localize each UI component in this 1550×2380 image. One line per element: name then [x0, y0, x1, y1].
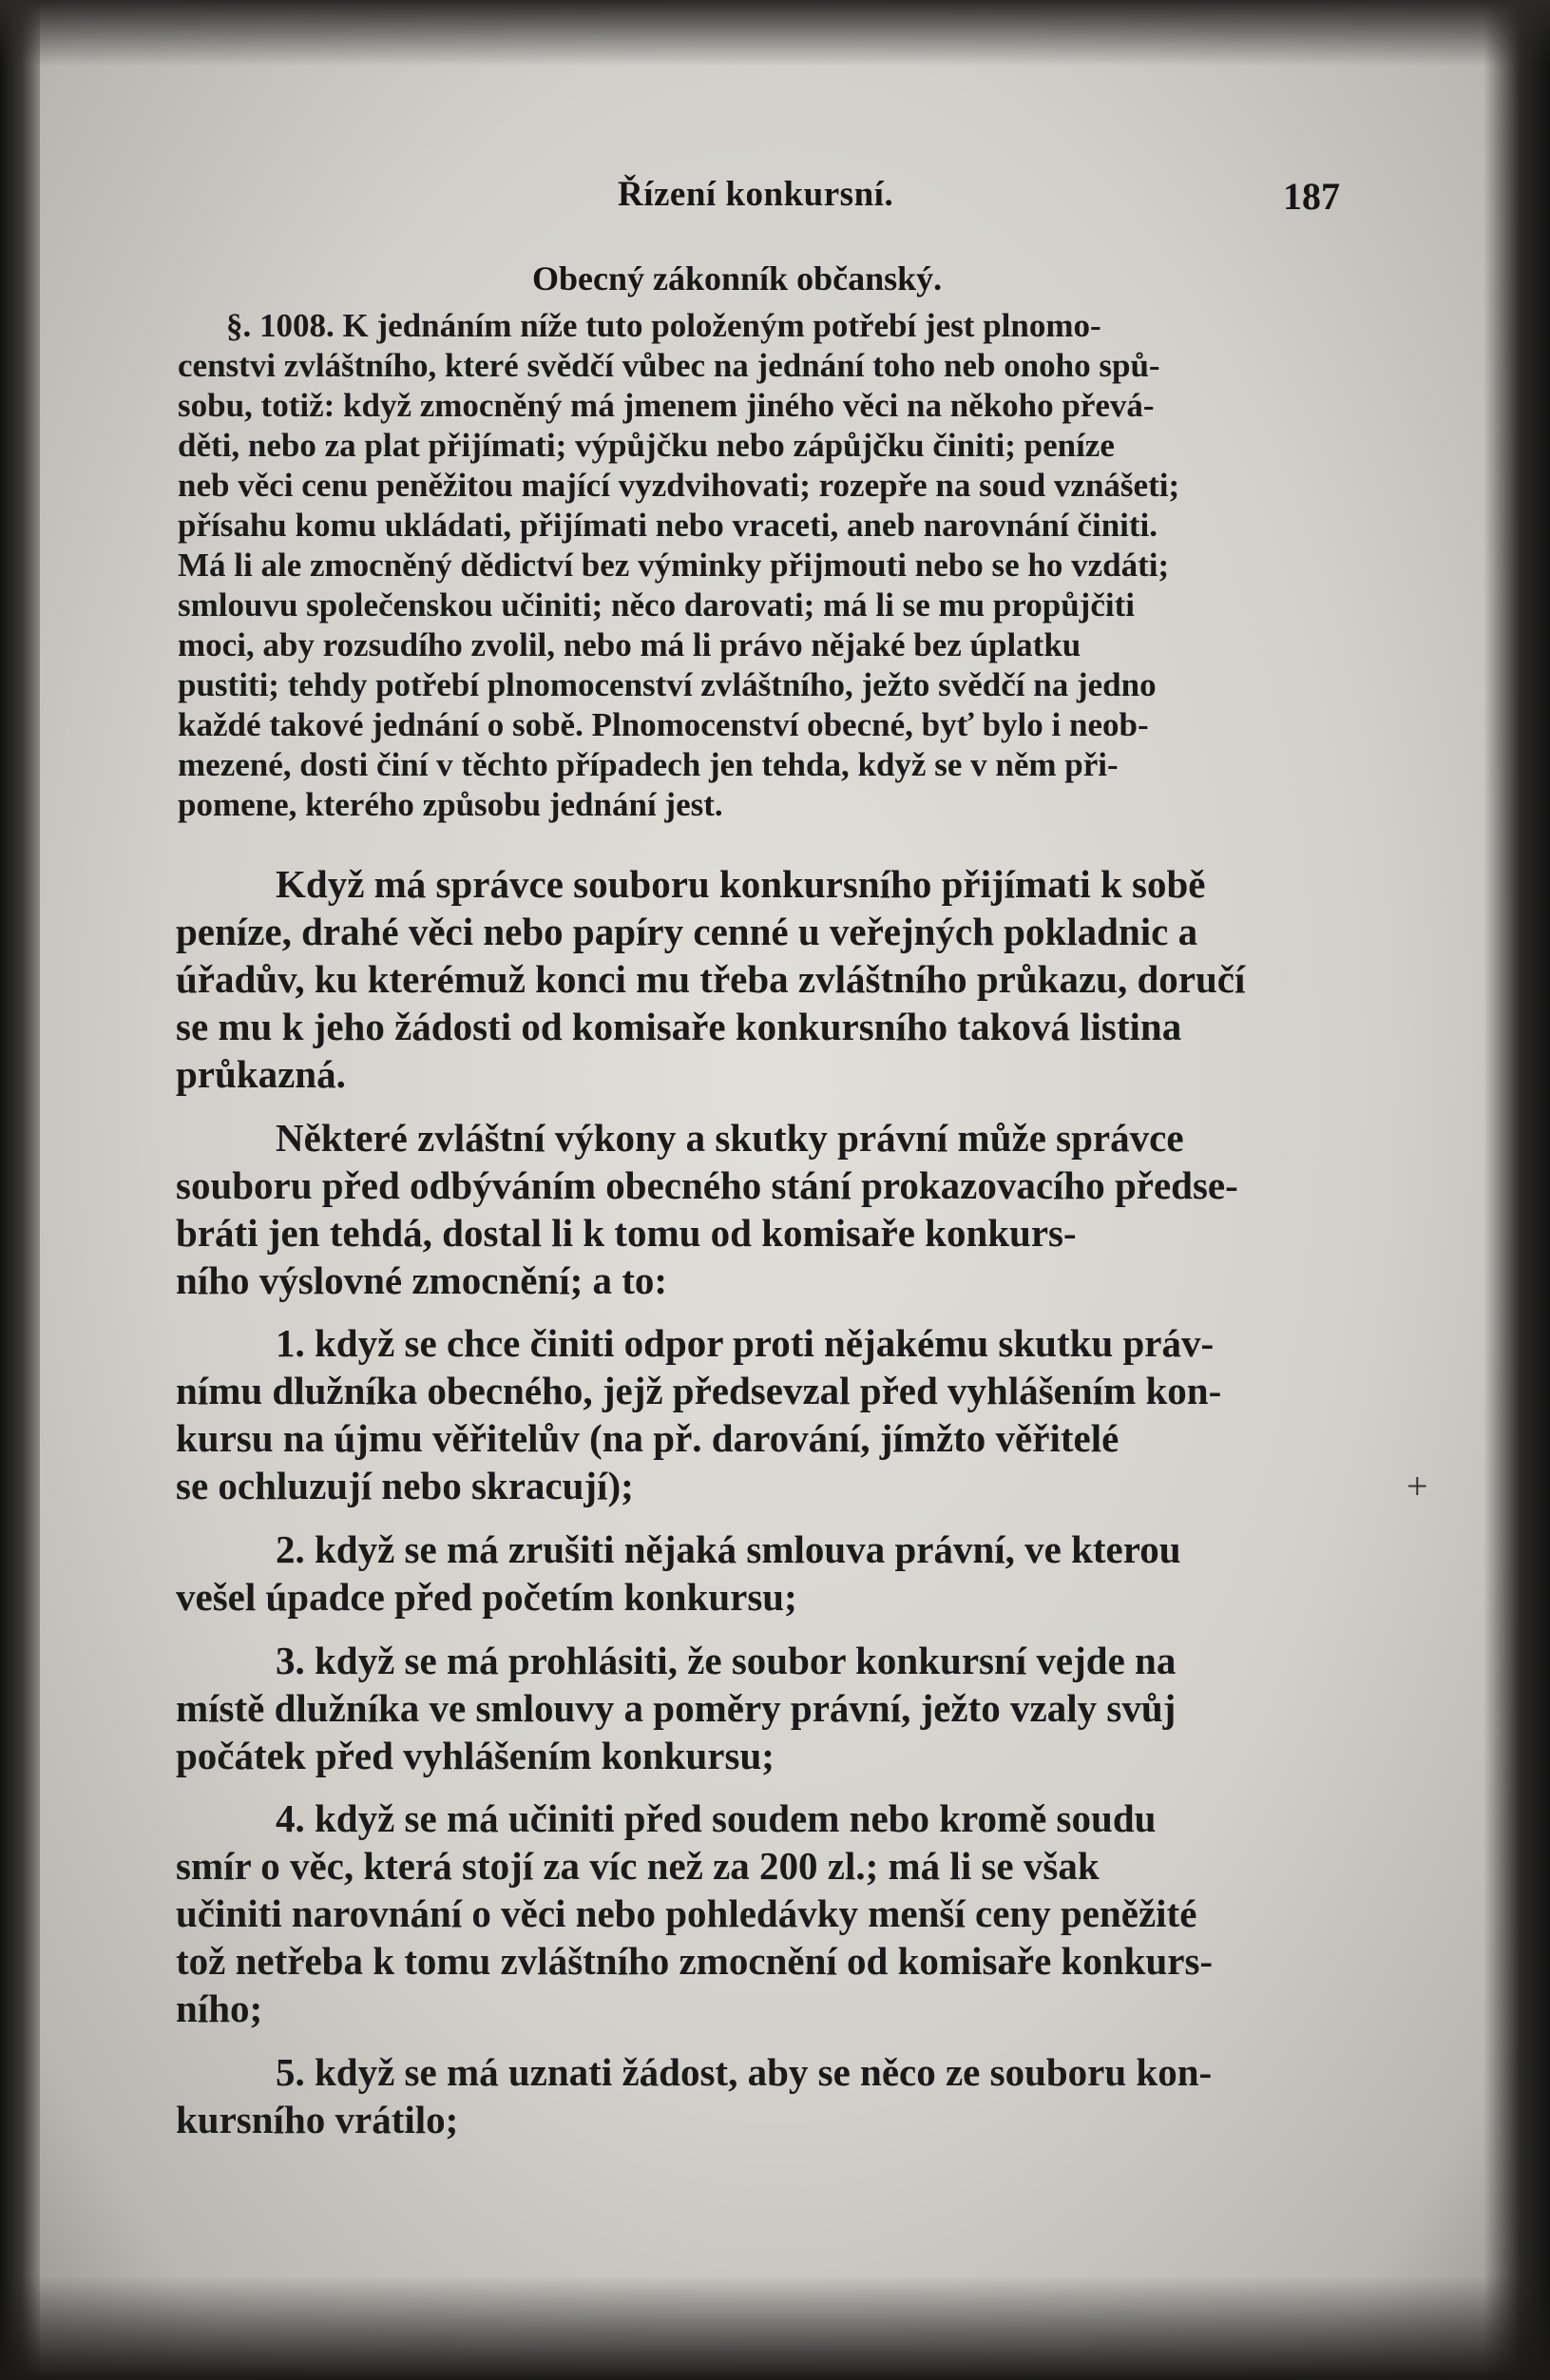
body-line: počátek před vyhlášením konkursu;: [176, 1734, 775, 1777]
scan-edge-right: [1483, 0, 1550, 2380]
body-line: nímu dlužníka obecného, jejž předsevzal před vyhlášením kon-: [176, 1369, 1222, 1412]
body-line: kursního vrátilo;: [176, 2098, 459, 2141]
body-line: vešel úpadce před početím konkursu;: [176, 1575, 797, 1619]
body-line: tož netřeba k tomu zvláštního zmocnění od komisaře konkurs-: [176, 1939, 1214, 1983]
quote-line: sobu, totiž: když zmocněný má jmenem jiného věci na někoho převá-: [178, 387, 1155, 424]
body-line: 5. když se má uznati žádost, aby se něco ze souboru kon-: [276, 2050, 1213, 2094]
running-title: Řízení konkursní.: [618, 175, 894, 214]
body-line: 4. když se má učiniti před soudem nebo kromě soudu: [276, 1796, 1157, 1840]
quote-line: mezené, dosti činí v těchto případech jen tehda, když se v něm při-: [178, 746, 1119, 783]
body-line: souboru před odbýváním obecného stání prokazovacího předse-: [176, 1163, 1238, 1207]
scan-edge-top: [0, 0, 1550, 67]
body-line: kursu na újmu věřitelův (na př. darování, jímžto věřitelé: [176, 1416, 1119, 1460]
body-line: se mu k jeho žádosti od komisaře konkursního taková listina: [176, 1005, 1182, 1048]
body-line: 3. když se má prohlásiti, že soubor konkursní vejde na: [276, 1639, 1177, 1682]
quote-line: každé takové jednání o sobě. Plnomocenství obecné, byť bylo i neob-: [178, 706, 1149, 743]
scan-edge-left: [0, 0, 40, 2380]
body-line: průkazná.: [176, 1052, 346, 1096]
body-line: Některé zvláštní výkony a skutky právní může správce: [276, 1116, 1184, 1160]
quote-line: pomene, kterého způsobu jednání jest.: [178, 786, 723, 823]
body-line: bráti jen tehdá, dostal li k tomu od komisaře konkurs-: [176, 1211, 1077, 1255]
body-line: smír o věc, která stojí za víc než za 200 zl.; má li se však: [176, 1844, 1100, 1888]
quote-line: §. 1008. K jednáním níže tuto položeným potřebí jest plnomo-: [226, 307, 1101, 344]
body-line: úřadův, ku kterémuž konci mu třeba zvláštního průkazu, doručí: [176, 957, 1246, 1001]
body-line: učiniti narovnání o věci nebo pohledávky menší ceny peněžité: [176, 1891, 1197, 1935]
quote-line: neb věci cenu peněžitou mající vyzdvihovati; rozepře na soud vznášeti;: [178, 467, 1180, 504]
body-line: 1. když se chce činiti odpor proti nějakému skutku práv-: [276, 1321, 1215, 1365]
page-number: 187: [1283, 175, 1340, 218]
scan-edge-bottom: [0, 2275, 1550, 2380]
quote-line: Má li ale zmocněný dědictví bez výminky přijmouti nebo se ho vzdáti;: [178, 547, 1170, 584]
quote-line: moci, aby rozsudího zvolil, nebo má li právo nějaké bez úplatku: [178, 626, 1081, 663]
quote-line: děti, nebo za plat přijímati; výpůjčku nebo zápůjčku činiti; peníze: [178, 427, 1115, 464]
quote-line: smlouvu společenskou učiniti; něco darovati; má li se mu propůjčiti: [178, 586, 1135, 624]
body-line: ního výslovné zmocnění; a to:: [176, 1258, 668, 1302]
margin-mark: +: [1406, 1465, 1428, 1507]
body-line: se ochluzují nebo skracují);: [176, 1464, 634, 1507]
body-line: ního;: [176, 1987, 263, 2030]
body-line: 2. když se má zrušiti nějaká smlouva právní, ve kterou: [276, 1527, 1181, 1571]
quote-line: přísahu komu ukládati, přijímati nebo vraceti, aneb narovnání činiti.: [178, 507, 1158, 544]
body-line: peníze, drahé věci nebo papíry cenné u veřejných pokladnic a: [176, 910, 1198, 953]
body-line: Když má správce souboru konkursního přijímati k sobě: [276, 862, 1206, 906]
body-line: místě dlužníka ve smlouvy a poměry právní, ježto vzaly svůj: [176, 1686, 1177, 1730]
section-heading: Obecný zákonník občanský.: [532, 259, 943, 298]
quote-line: censtvi zvláštního, které svědčí vůbec na jednání toho neb onoho spů-: [178, 347, 1160, 384]
quote-line: pustiti; tehdy potřebí plnomocenství zvláštního, ježto svědčí na jedno: [178, 666, 1157, 703]
